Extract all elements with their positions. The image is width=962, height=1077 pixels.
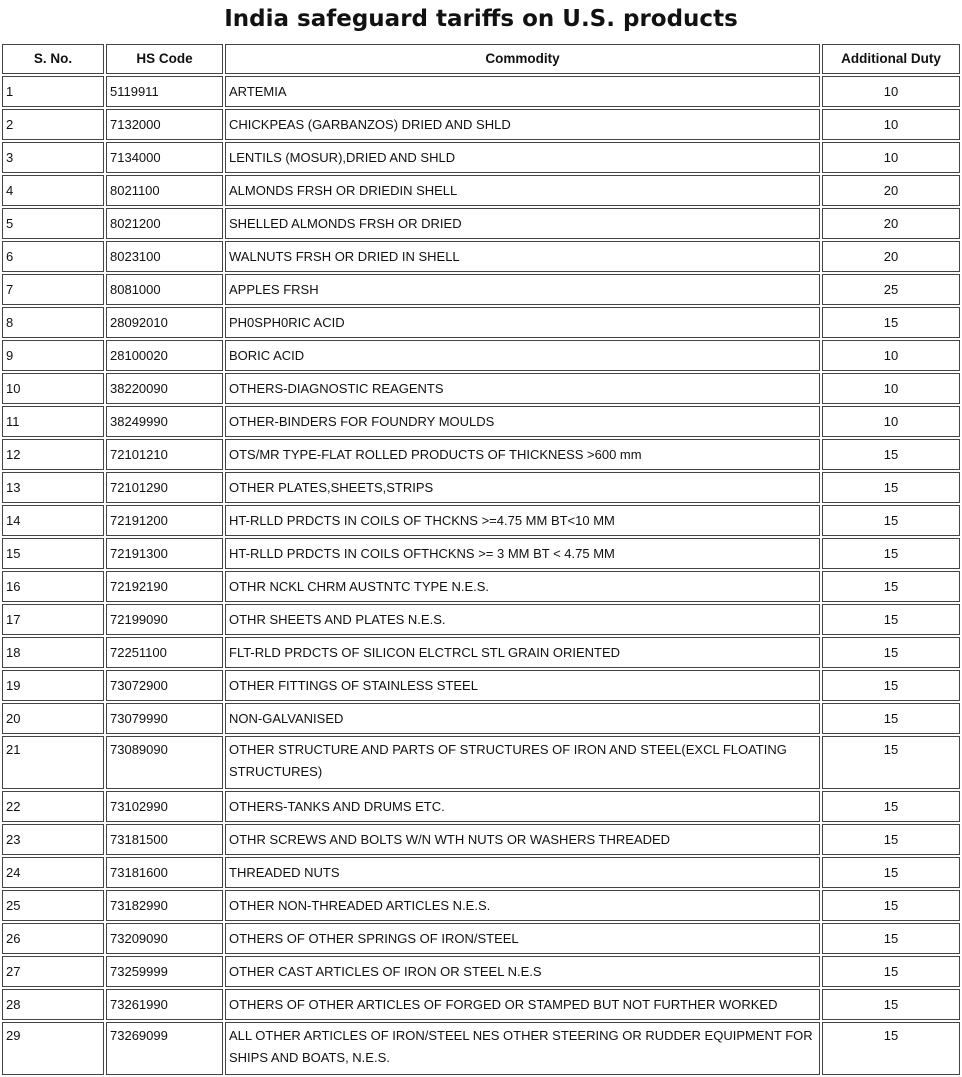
cell-sno: 19 <box>2 670 104 701</box>
cell-additional-duty: 15 <box>822 670 960 701</box>
table-row <box>2 109 960 140</box>
cell-additional-duty: 15 <box>822 703 960 734</box>
tariff-table <box>0 42 962 1077</box>
cell-hs-code: 73269099 <box>106 1022 223 1075</box>
cell-additional-duty: 15 <box>822 604 960 635</box>
cell-hs-code: 73181500 <box>106 824 223 855</box>
cell-commodity: OTHER-BINDERS FOR FOUNDRY MOULDS <box>225 406 820 437</box>
cell-commodity: OTHERS-DIAGNOSTIC REAGENTS <box>225 373 820 404</box>
table-row <box>2 923 960 954</box>
table-row <box>2 241 960 272</box>
cell-sno: 15 <box>2 538 104 569</box>
cell-hs-code: 73102990 <box>106 791 223 822</box>
cell-hs-code: 72191200 <box>106 505 223 536</box>
cell-additional-duty: 15 <box>822 956 960 987</box>
cell-sno: 14 <box>2 505 104 536</box>
cell-additional-duty: 10 <box>822 142 960 173</box>
cell-commodity: OTHER FITTINGS OF STAINLESS STEEL <box>225 670 820 701</box>
cell-commodity: OTHERS-TANKS AND DRUMS ETC. <box>225 791 820 822</box>
cell-hs-code: 38220090 <box>106 373 223 404</box>
cell-commodity: WALNUTS FRSH OR DRIED IN SHELL <box>225 241 820 272</box>
table-row <box>2 703 960 734</box>
table-row <box>2 406 960 437</box>
cell-sno: 29 <box>2 1022 104 1075</box>
cell-sno: 9 <box>2 340 104 371</box>
cell-sno: 23 <box>2 824 104 855</box>
cell-sno: 12 <box>2 439 104 470</box>
cell-additional-duty: 15 <box>822 824 960 855</box>
cell-sno: 11 <box>2 406 104 437</box>
cell-additional-duty: 15 <box>822 989 960 1020</box>
cell-additional-duty: 10 <box>822 406 960 437</box>
cell-sno: 25 <box>2 890 104 921</box>
cell-additional-duty: 15 <box>822 791 960 822</box>
cell-hs-code: 28092010 <box>106 307 223 338</box>
cell-commodity: OTS/MR TYPE-FLAT ROLLED PRODUCTS OF THICKNESS >600 mm <box>225 439 820 470</box>
cell-hs-code: 73079990 <box>106 703 223 734</box>
cell-sno: 18 <box>2 637 104 668</box>
cell-additional-duty: 10 <box>822 109 960 140</box>
cell-hs-code: 72101290 <box>106 472 223 503</box>
cell-additional-duty: 15 <box>822 857 960 888</box>
header-commodity: Commodity <box>225 44 820 74</box>
cell-additional-duty: 10 <box>822 373 960 404</box>
table-row <box>2 637 960 668</box>
cell-commodity: OTHER PLATES,SHEETS,STRIPS <box>225 472 820 503</box>
cell-commodity: OTHERS OF OTHER ARTICLES OF FORGED OR STAMPED BUT NOT FURTHER WORKED <box>225 989 820 1020</box>
cell-sno: 21 <box>2 736 104 789</box>
table-row <box>2 989 960 1020</box>
cell-hs-code: 72251100 <box>106 637 223 668</box>
table-row <box>2 175 960 206</box>
table-row <box>2 142 960 173</box>
cell-hs-code: 28100020 <box>106 340 223 371</box>
cell-additional-duty: 15 <box>822 505 960 536</box>
table-row <box>2 505 960 536</box>
table-row <box>2 736 960 789</box>
table-row <box>2 571 960 602</box>
cell-hs-code: 7132000 <box>106 109 223 140</box>
cell-commodity: HT-RLLD PRDCTS IN COILS OFTHCKNS >= 3 MM BT < 4.75 MM <box>225 538 820 569</box>
cell-commodity: OTHER STRUCTURE AND PARTS OF STRUCTURES OF IRON AND STEEL(EXCL FLOATING STRUCTURES) <box>225 736 820 789</box>
cell-sno: 2 <box>2 109 104 140</box>
cell-sno: 27 <box>2 956 104 987</box>
cell-sno: 10 <box>2 373 104 404</box>
cell-additional-duty: 15 <box>822 923 960 954</box>
header-row <box>2 44 960 74</box>
cell-hs-code: 72199090 <box>106 604 223 635</box>
cell-hs-code: 73259999 <box>106 956 223 987</box>
cell-sno: 22 <box>2 791 104 822</box>
cell-hs-code: 73181600 <box>106 857 223 888</box>
cell-additional-duty: 10 <box>822 340 960 371</box>
table-row <box>2 857 960 888</box>
table-row <box>2 340 960 371</box>
cell-hs-code: 72101210 <box>106 439 223 470</box>
cell-hs-code: 72191300 <box>106 538 223 569</box>
cell-hs-code: 73261990 <box>106 989 223 1020</box>
cell-additional-duty: 20 <box>822 241 960 272</box>
cell-hs-code: 73182990 <box>106 890 223 921</box>
cell-commodity: CHICKPEAS (GARBANZOS) DRIED AND SHLD <box>225 109 820 140</box>
cell-commodity: PH0SPH0RIC ACID <box>225 307 820 338</box>
cell-hs-code: 38249990 <box>106 406 223 437</box>
cell-commodity: HT-RLLD PRDCTS IN COILS OF THCKNS >=4.75 MM BT<10 MM <box>225 505 820 536</box>
cell-sno: 4 <box>2 175 104 206</box>
cell-additional-duty: 15 <box>822 736 960 789</box>
cell-hs-code: 5119911 <box>106 76 223 107</box>
table-row <box>2 472 960 503</box>
header-hs-code: HS Code <box>106 44 223 74</box>
cell-commodity: OTHER CAST ARTICLES OF IRON OR STEEL N.E.S <box>225 956 820 987</box>
table-row <box>2 890 960 921</box>
cell-commodity: OTHR SHEETS AND PLATES N.E.S. <box>225 604 820 635</box>
table-row <box>2 439 960 470</box>
cell-sno: 24 <box>2 857 104 888</box>
table-row <box>2 956 960 987</box>
cell-commodity: OTHR NCKL CHRM AUSTNTC TYPE N.E.S. <box>225 571 820 602</box>
cell-sno: 1 <box>2 76 104 107</box>
cell-sno: 28 <box>2 989 104 1020</box>
cell-additional-duty: 15 <box>822 637 960 668</box>
cell-sno: 8 <box>2 307 104 338</box>
cell-sno: 20 <box>2 703 104 734</box>
cell-hs-code: 8021100 <box>106 175 223 206</box>
cell-commodity: SHELLED ALMONDS FRSH OR DRIED <box>225 208 820 239</box>
table-row <box>2 670 960 701</box>
cell-additional-duty: 15 <box>822 307 960 338</box>
table-row <box>2 1022 960 1075</box>
cell-additional-duty: 20 <box>822 208 960 239</box>
cell-hs-code: 73072900 <box>106 670 223 701</box>
table-row <box>2 76 960 107</box>
cell-sno: 17 <box>2 604 104 635</box>
cell-hs-code: 72192190 <box>106 571 223 602</box>
cell-hs-code: 7134000 <box>106 142 223 173</box>
cell-hs-code: 73089090 <box>106 736 223 789</box>
cell-additional-duty: 15 <box>822 571 960 602</box>
cell-sno: 5 <box>2 208 104 239</box>
cell-commodity: NON-GALVANISED <box>225 703 820 734</box>
cell-commodity: ALMONDS FRSH OR DRIEDIN SHELL <box>225 175 820 206</box>
table-row <box>2 538 960 569</box>
cell-commodity: ARTEMIA <box>225 76 820 107</box>
table-row <box>2 373 960 404</box>
cell-sno: 13 <box>2 472 104 503</box>
cell-sno: 26 <box>2 923 104 954</box>
cell-additional-duty: 15 <box>822 439 960 470</box>
cell-hs-code: 8081000 <box>106 274 223 305</box>
table-row <box>2 307 960 338</box>
cell-hs-code: 8021200 <box>106 208 223 239</box>
cell-commodity: THREADED NUTS <box>225 857 820 888</box>
cell-additional-duty: 15 <box>822 890 960 921</box>
cell-hs-code: 8023100 <box>106 241 223 272</box>
cell-sno: 7 <box>2 274 104 305</box>
header-sno: S. No. <box>2 44 104 74</box>
cell-additional-duty: 15 <box>822 1022 960 1075</box>
cell-commodity: ALL OTHER ARTICLES OF IRON/STEEL NES OTHER STEERING OR RUDDER EQUIPMENT FOR SHIPS AND BOATS, N.E.S. <box>225 1022 820 1075</box>
header-additional-duty: Additional Duty <box>822 44 960 74</box>
table-row <box>2 274 960 305</box>
cell-additional-duty: 15 <box>822 472 960 503</box>
table-row <box>2 791 960 822</box>
cell-commodity: LENTILS (MOSUR),DRIED AND SHLD <box>225 142 820 173</box>
cell-additional-duty: 20 <box>822 175 960 206</box>
cell-sno: 3 <box>2 142 104 173</box>
cell-sno: 6 <box>2 241 104 272</box>
cell-commodity: OTHERS OF OTHER SPRINGS OF IRON/STEEL <box>225 923 820 954</box>
page-title: India safeguard tariffs on U.S. products <box>224 6 738 32</box>
cell-additional-duty: 15 <box>822 538 960 569</box>
cell-additional-duty: 25 <box>822 274 960 305</box>
cell-hs-code: 73209090 <box>106 923 223 954</box>
cell-commodity: FLT-RLD PRDCTS OF SILICON ELCTRCL STL GRAIN ORIENTED <box>225 637 820 668</box>
cell-commodity: OTHER NON-THREADED ARTICLES N.E.S. <box>225 890 820 921</box>
table-row <box>2 208 960 239</box>
cell-commodity: OTHR SCREWS AND BOLTS W/N WTH NUTS OR WASHERS THREADED <box>225 824 820 855</box>
table-row <box>2 824 960 855</box>
cell-sno: 16 <box>2 571 104 602</box>
cell-commodity: BORIC ACID <box>225 340 820 371</box>
table-row <box>2 604 960 635</box>
cell-additional-duty: 10 <box>822 76 960 107</box>
cell-commodity: APPLES FRSH <box>225 274 820 305</box>
